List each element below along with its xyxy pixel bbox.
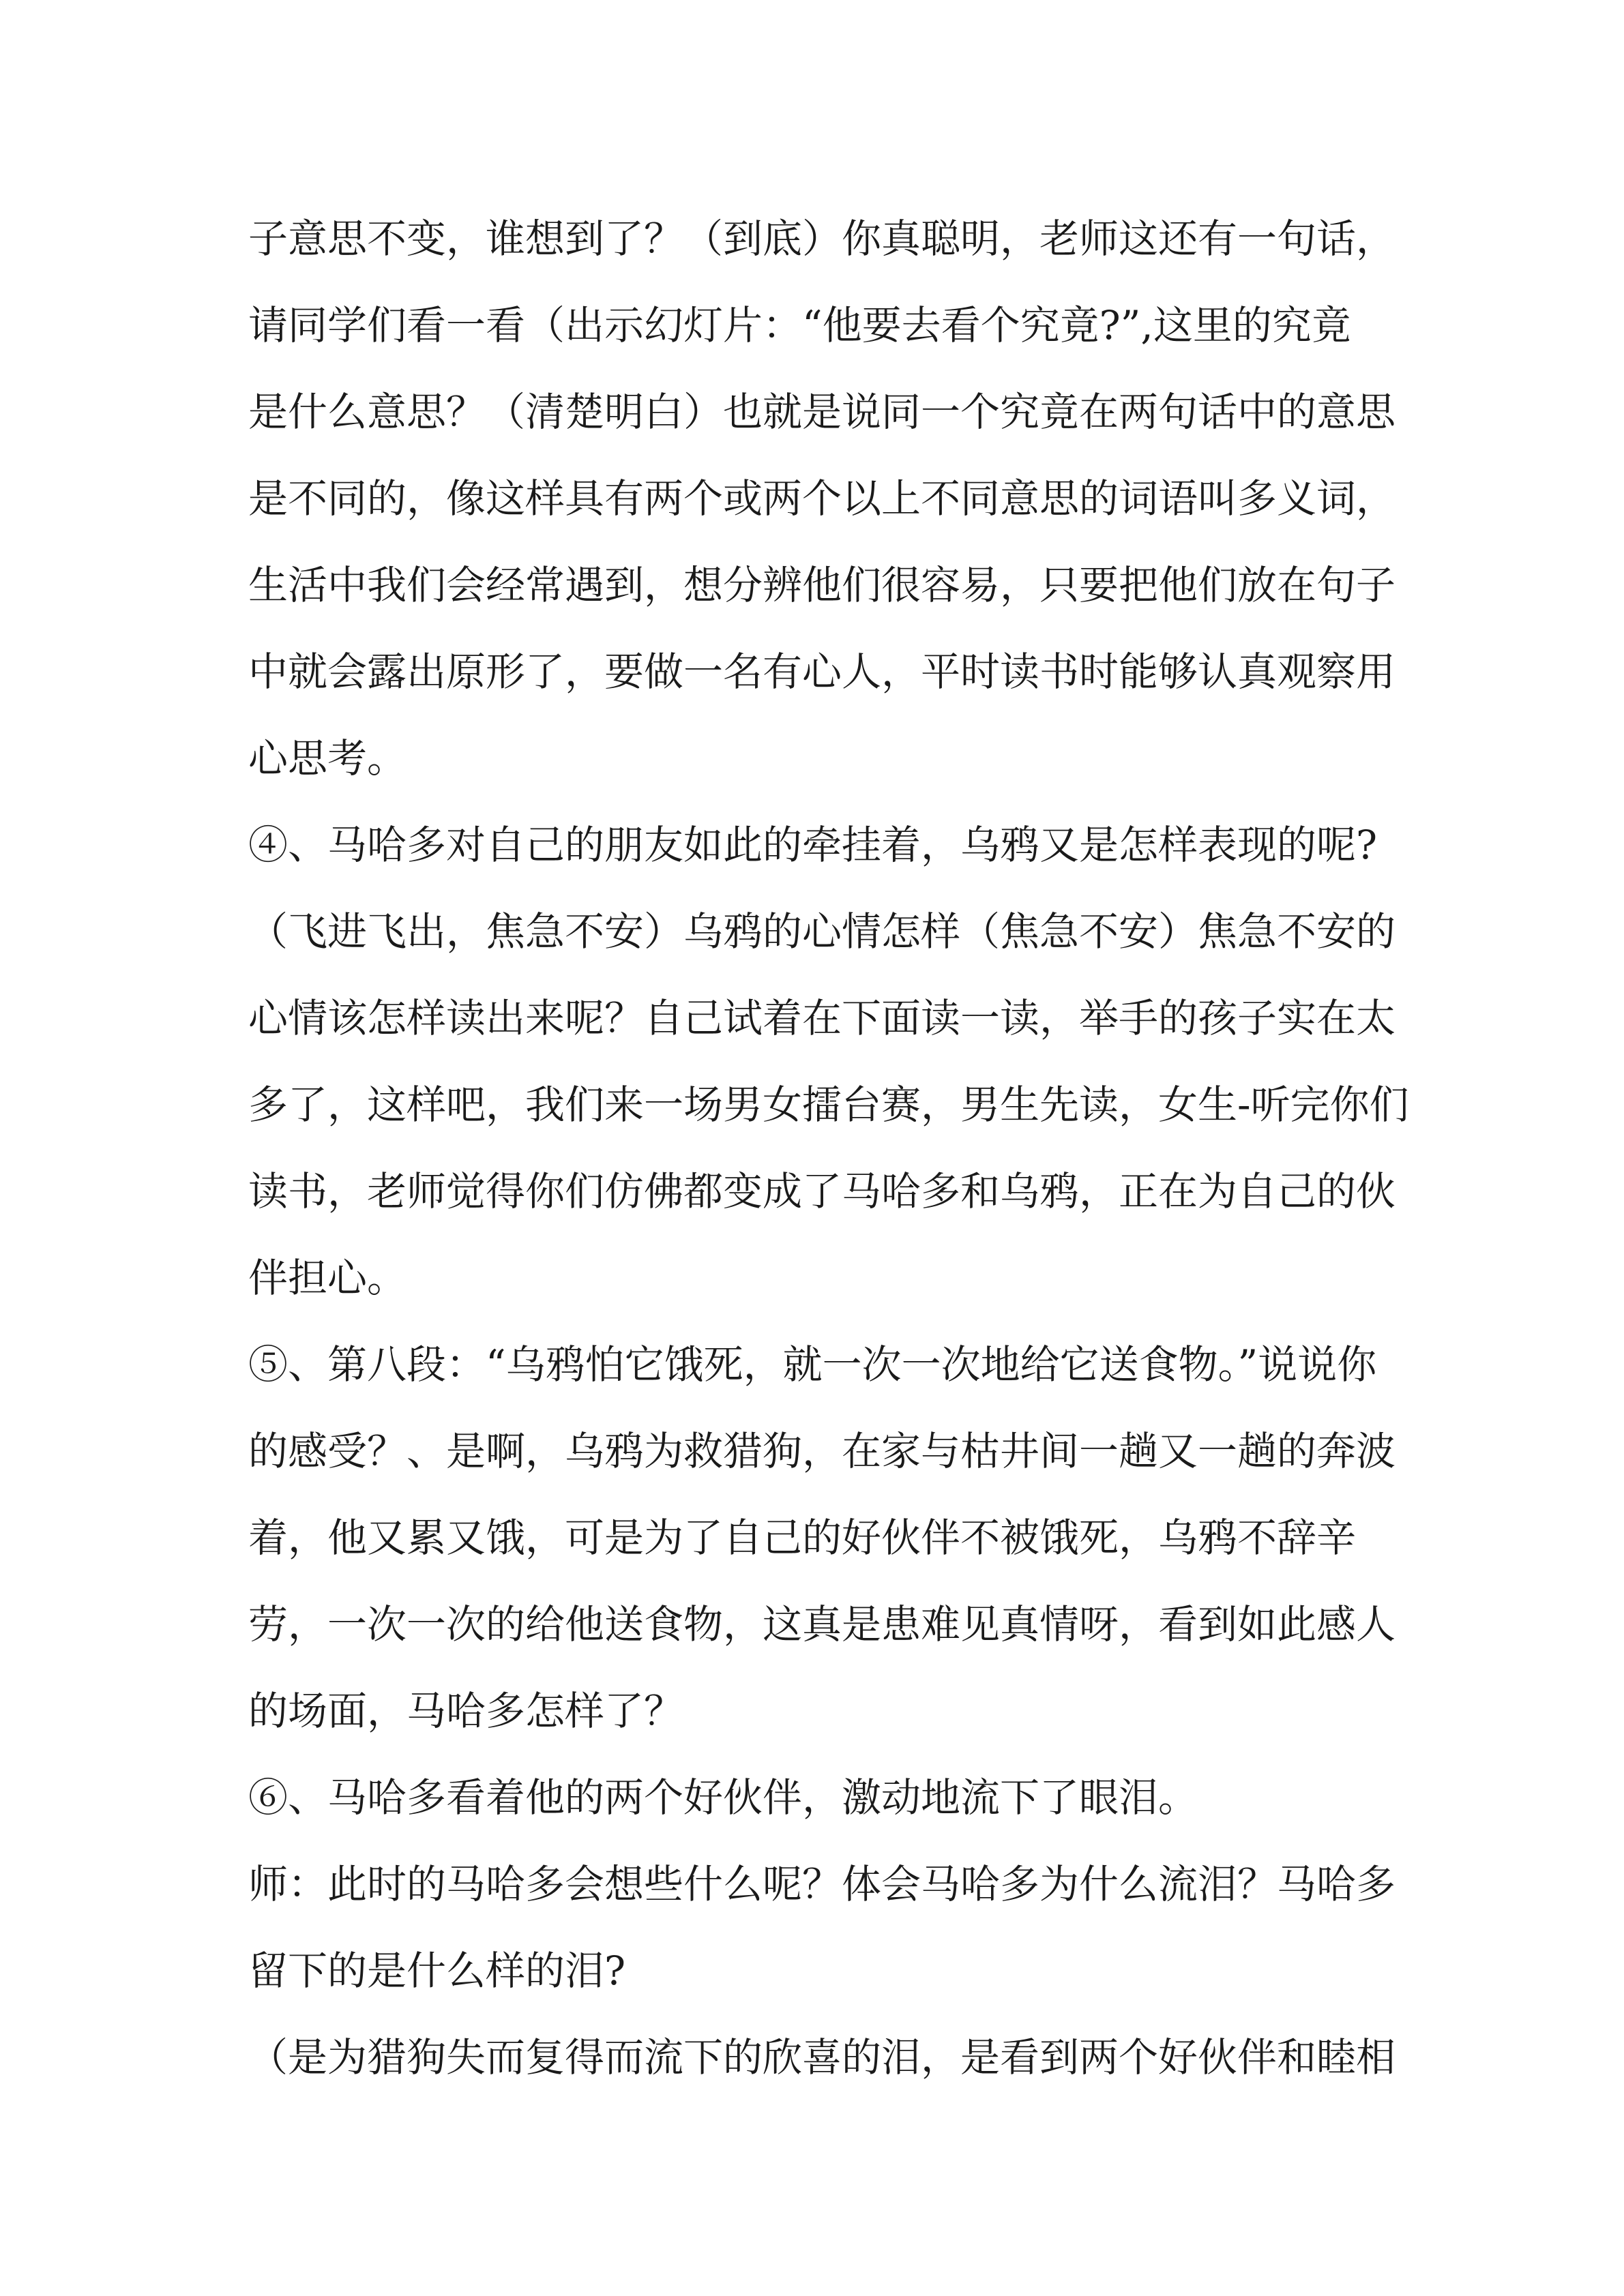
text-line: ⑤、第八段：“乌鸦怕它饿死，就一次一次地给它送食物。”说说你 <box>248 1341 1377 1388</box>
text-line: 子意思不变，谁想到了？（到底）你真聪明，老师这还有一句话， <box>248 215 1396 262</box>
text-line: 劳，一次一次的给他送食物，这真是患难见真情呀，看到如此感人 <box>248 1601 1396 1648</box>
text-line: 的感受？、是啊，乌鸦为救猎狗，在家与枯井间一趟又一趟的奔波 <box>248 1428 1396 1474</box>
text-line: 读书，老师觉得你们仿佛都变成了马哈多和乌鸦，正在为自己的伙 <box>248 1168 1396 1214</box>
text-line: （是为猎狗失而复得而流下的欣喜的泪，是看到两个好伙伴和睦相 <box>248 2034 1396 2081</box>
text-line: 心情该怎样读出来呢？自己试着在下面读一读，举手的孩子实在太 <box>248 995 1396 1041</box>
text-line: 心思考。 <box>248 735 407 781</box>
text-line: 生活中我们会经常遇到，想分辨他们很容易，只要把他们放在句子 <box>248 562 1396 608</box>
text-line: 多了，这样吧，我们来一场男女擂台赛，男生先读，女生-听完你们 <box>248 1082 1409 1128</box>
text-line: 师：此时的马哈多会想些什么呢？体会马哈多为什么流泪？马哈多 <box>248 1861 1396 1907</box>
text-line: 着，他又累又饿，可是为了自己的好伙伴不被饿死，乌鸦不辞辛 <box>248 1515 1357 1561</box>
text-line: （飞进飞出，焦急不安）乌鸦的心情怎样（焦急不安）焦急不安的 <box>248 908 1396 955</box>
text-line: 的场面，马哈多怎样了？ <box>248 1688 684 1734</box>
text-line: 是不同的，像这样具有两个或两个以上不同意思的词语叫多义词， <box>248 475 1396 522</box>
text-line: 留下的是什么样的泪? <box>248 1948 626 1994</box>
text-line: ⑥、马哈多看着他的两个好伙伴，激动地流下了眼泪。 <box>248 1774 1198 1821</box>
text-line: 请同学们看一看（出示幻灯片：“他要去看个究竟?”,这里的究竟 <box>248 302 1351 348</box>
text-line: 伴担心。 <box>248 1255 407 1301</box>
text-line: ④、马哈多对自己的朋友如此的牵挂着，乌鸦又是怎样表现的呢? <box>248 822 1378 868</box>
text-line: 是什么意思？（清楚明白）也就是说同一个究竟在两句话中的意思 <box>248 389 1396 435</box>
text-line: 中就会露出原形了，要做一名有心人，平时读书时能够认真观察用 <box>248 648 1396 695</box>
